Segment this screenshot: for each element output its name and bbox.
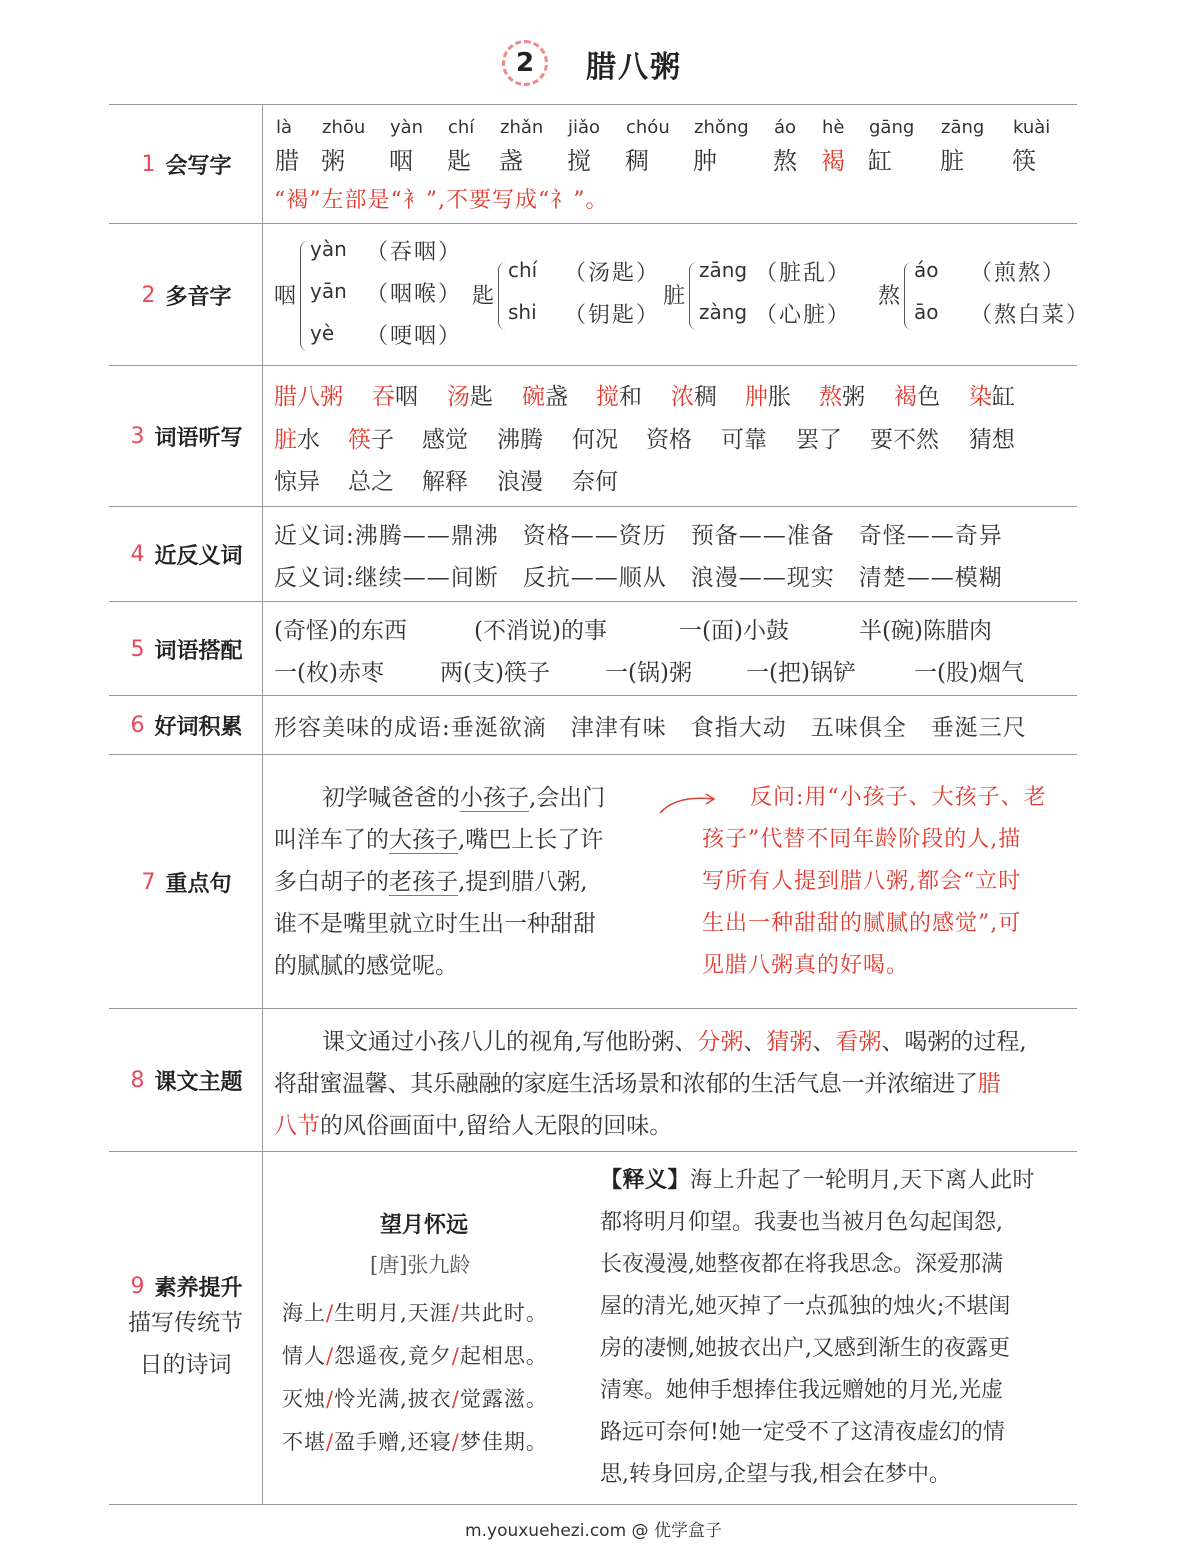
dictation-word: 要不然 [870,427,939,453]
caesura-mark: / [326,1344,335,1368]
brace-icon [498,262,507,330]
dictation-word: 肿胀 [745,384,791,410]
dictation-word: 吞咽 [372,384,418,410]
char: 粥 [321,147,345,175]
caesura-mark: / [326,1301,335,1325]
char: 咽 [389,147,413,175]
section-number: 3 [130,424,145,449]
polyphone-pinyin: shi [508,300,537,324]
section-label [109,224,262,366]
polyphone-word: （汤匙） [564,261,661,286]
analysis-line: 写所有人提到腊八粥,都会“立时 [702,869,1022,894]
caesura-mark: / [326,1430,335,1454]
pairing-item: 一(锅)粥 [605,660,692,686]
polyphone-pinyin: chí [508,258,538,282]
section-polyphones [109,223,1091,366]
pairing-item: (奇怪)的东西 [274,618,407,644]
polyphone-char: 脏 [663,284,686,309]
section-title: 好词积累 [154,715,243,740]
pairing-item: 一(把)锅铲 [746,660,856,686]
dictation-word: 搅和 [596,384,642,410]
polyphone-word: （熬白菜） [970,303,1091,328]
literacy-content [274,1152,1067,1504]
dictation-word: 总之 [348,469,394,495]
section-label [109,366,262,507]
section-title: 词语搭配 [154,638,243,664]
char: 脏 [940,147,964,175]
poem-author: [唐]张九龄 [370,1253,471,1277]
pinyin: zhǎn [500,117,544,138]
section-label [109,507,262,602]
pinyin: zhōu [322,117,366,138]
char: 熬 [773,147,797,175]
pairing-item: 两(支)筷子 [440,660,550,686]
section-write-chars [109,104,1077,224]
dictation-word: 腊八粥 [274,384,343,410]
polyphone-word: （哽咽） [366,324,463,349]
poem-line: 情人/怨遥夜,竟夕/起相思。 [282,1344,548,1368]
explanation-line: 路远可奈何!她一定受不了这清夜虚幻的情 [600,1420,1005,1445]
explanation-line: 屋的清光,她灭掉了一点孤独的烛火;不堪闺 [600,1294,1011,1319]
section-label [109,105,262,224]
polyphone-char: 熬 [878,284,901,309]
dictation-word: 褐色 [894,384,940,410]
char: 匙 [447,147,471,175]
section-theme [109,1008,1077,1152]
caesura-mark: / [451,1387,460,1411]
key-sentence-analysis [702,777,1082,987]
dictation-word: 浪漫 [497,469,543,495]
section-title: 重点句 [165,871,232,897]
dictation-word: 可靠 [721,427,767,453]
char: 稠 [625,147,649,175]
explanation-line: 长夜漫漫,她整夜都在将我思念。深爱那满 [600,1252,1003,1277]
good-words-content [274,696,1067,755]
explanation-line: 思,转身回房,企望与我,相会在梦中。 [600,1462,951,1487]
dictation-word: 猜想 [969,427,1015,453]
dictation-word: 罢了 [796,427,842,453]
polyphone-word: （心脏） [755,303,852,328]
section-label [109,1152,262,1504]
section-label [109,696,262,755]
polyphone-pinyin: zāng [699,258,748,282]
caesura-mark: / [451,1430,460,1454]
poem-line: 海上/生明月,天涯/共此时。 [282,1301,548,1325]
pinyin: là [276,117,293,138]
synonyms-content [274,507,1067,602]
brace-icon [300,241,309,351]
char: 搅 [567,147,591,175]
dictation-word: 浓稠 [671,384,717,410]
polyphone-pinyin: yè [310,321,335,345]
antonyms-line: 反义词:继续——间断 反抗——顺从 浪漫——现实 清楚——模糊 [274,565,1003,591]
write-chars-note: “褐”左部是“衤”,不要写成“礻”。 [274,188,609,213]
poem-line: 不堪/盈手赠,还寝/梦佳期。 [282,1430,548,1454]
pinyin: áo [774,117,797,138]
section-dictation [109,365,1077,507]
section-number: 7 [141,869,156,895]
polyphone-word: （吞咽） [366,240,463,265]
dictation-word: 熬粥 [819,384,865,410]
pinyin: zāng [941,117,985,138]
dictation-word: 资格 [646,427,692,453]
pairing-item: 一(面)小鼓 [679,618,789,644]
explanation-line: 清寒。她伸手想捧住我远赠她的月光,光虚 [600,1378,1003,1403]
polyphone-pinyin: yān [310,279,347,303]
polyphone-char: 咽 [274,284,297,309]
char: 腊 [275,147,299,175]
section-key-sentence [109,754,1077,1009]
poem-explanation [600,1160,1075,1496]
dictation-word: 何况 [572,427,618,453]
explanation-line: 都将明月仰望。我妻也当被月色勾起闺怨, [600,1210,1003,1235]
pairing-item: 半(碗)陈腊肉 [859,618,992,644]
explanation-line: 【释义】海上升起了一轮明月,天下离人此时 [600,1168,1036,1193]
char: 肿 [693,147,717,175]
pinyin: yàn [390,117,424,138]
caesura-mark: / [451,1301,460,1325]
section-label [109,755,262,1009]
section-title: 近反义词 [154,544,243,569]
polyphone-word: （煎熬） [970,261,1067,286]
polyphone-char: 匙 [472,284,495,309]
polyphone-word: （咽喉） [366,282,463,307]
analysis-line: 孩子”代替不同年龄阶段的人,描 [702,827,1022,852]
section-literacy [109,1151,1077,1505]
polyphones-content [274,224,1091,366]
section-number: 8 [130,1068,145,1093]
dictation-word: 脏水 [274,427,320,453]
section-subtitle: 日的诗词 [139,1351,232,1378]
lesson-title: 腊八粥 [586,50,682,85]
dictation-word: 解释 [422,469,468,495]
polyphone-word: （脏乱） [755,261,852,286]
section-number: 5 [130,636,145,662]
write-chars-content [274,105,1067,224]
char: 盏 [499,147,523,175]
dictation-word: 惊异 [274,469,320,495]
caesura-mark: / [326,1387,335,1411]
pinyin: chóu [626,117,670,138]
explanation-line: 房的凄恻,她披衣出户,又感到渐生的夜露更 [600,1336,1010,1361]
poem-title: 望月怀远 [380,1213,469,1238]
pairing-item: (不消说)的事 [474,618,607,644]
char: 筷 [1012,147,1036,175]
key-sentence-content [274,755,1067,1009]
key-sentence-text: 初学喊爸爸的小孩子,会出门 叫洋车了的大孩子,嘴巴上长了许 多白胡子的老孩子,提到腊八粥, 谁不是嘴里就立时生出一种甜甜 的腻腻的感觉呢。 [274,785,606,979]
poem-body [282,1292,548,1464]
dictation-word: 碗盏 [522,384,568,410]
dictation-word: 染缸 [969,384,1015,410]
synonyms-line: 近义词:沸腾——鼎沸 资格——资历 预备——准备 奇怪——奇异 [274,523,1003,549]
dictation-word: 筷子 [348,427,394,453]
analysis-line: 见腊八粥真的好喝。 [702,953,910,978]
section-number: 1 [141,152,156,177]
section-number: 4 [130,542,145,567]
pinyin: kuài [1013,117,1051,138]
poem-line: 灭烛/怜光满,披衣/觉露滋。 [282,1387,548,1411]
caesura-mark: / [451,1344,460,1368]
dictation-word: 奈何 [572,469,618,495]
section-number: 9 [130,1273,145,1299]
section-label [109,602,262,696]
section-number: 2 [141,282,156,308]
pairing-item: 一(股)烟气 [914,660,1024,686]
section-number: 6 [130,713,145,738]
section-subtitle: 描写传统节 [128,1309,243,1336]
pairing-item: 一(枚)赤枣 [274,660,384,686]
section-title: 课文主题 [154,1070,243,1095]
polyphone-pinyin: áo [914,258,939,282]
section-synonyms-antonyms [109,506,1077,602]
polyphone-word: （钥匙） [564,303,661,328]
dictation-word: 沸腾 [497,427,543,453]
section-word-pairing [109,601,1077,696]
theme-text: 课文通过小孩八儿的视角,写他盼粥、分粥、猜粥、看粥、喝粥的过程, 将甜蜜温馨、其乐融融的家庭生活场景和浓郁的生活气息一并浓缩进了腊 八节的风俗画面中,留给人无限的回味。 [274,1029,1027,1139]
word-pairing-content [274,602,1067,696]
analysis-line: 反问:用“小孩子、大孩子、老 [750,785,1047,810]
dictation-content [274,366,1067,507]
section-title: 多音字 [165,284,232,310]
polyphone-pinyin: zàng [699,300,748,324]
polyphone-pinyin: yàn [310,237,347,261]
section-title: 素养提升 [154,1275,243,1301]
footer-site: m.youxuehezi.com @ 优学盒子 [465,1521,722,1541]
char: 褐 [821,147,845,175]
pinyin: jiǎo [568,117,601,138]
char: 缸 [868,147,892,175]
explanation-tag: 【释义】 [600,1168,691,1193]
dictation-word: 感觉 [422,427,468,453]
polyphone-pinyin: āo [914,300,939,324]
brace-icon [904,262,913,330]
lesson-number-badge: 2 [502,40,548,86]
section-good-words [109,695,1077,755]
section-title: 词语听写 [154,426,243,451]
pinyin: gāng [869,117,915,138]
brace-icon [689,262,698,330]
pinyin: zhǒng [694,117,749,138]
section-label [109,1009,262,1152]
theme-content [274,1009,1067,1152]
page-header [0,36,1187,96]
pinyin: chí [448,117,475,138]
section-title: 会写字 [165,154,232,179]
pinyin: hè [822,117,845,138]
good-words-line: 形容美味的成语:垂涎欲滴 津津有味 食指大动 五味俱全 垂涎三尺 [274,715,1027,741]
dictation-word: 汤匙 [447,384,493,410]
analysis-line: 生出一种甜甜的腻腻的感觉”,可 [702,911,1022,936]
